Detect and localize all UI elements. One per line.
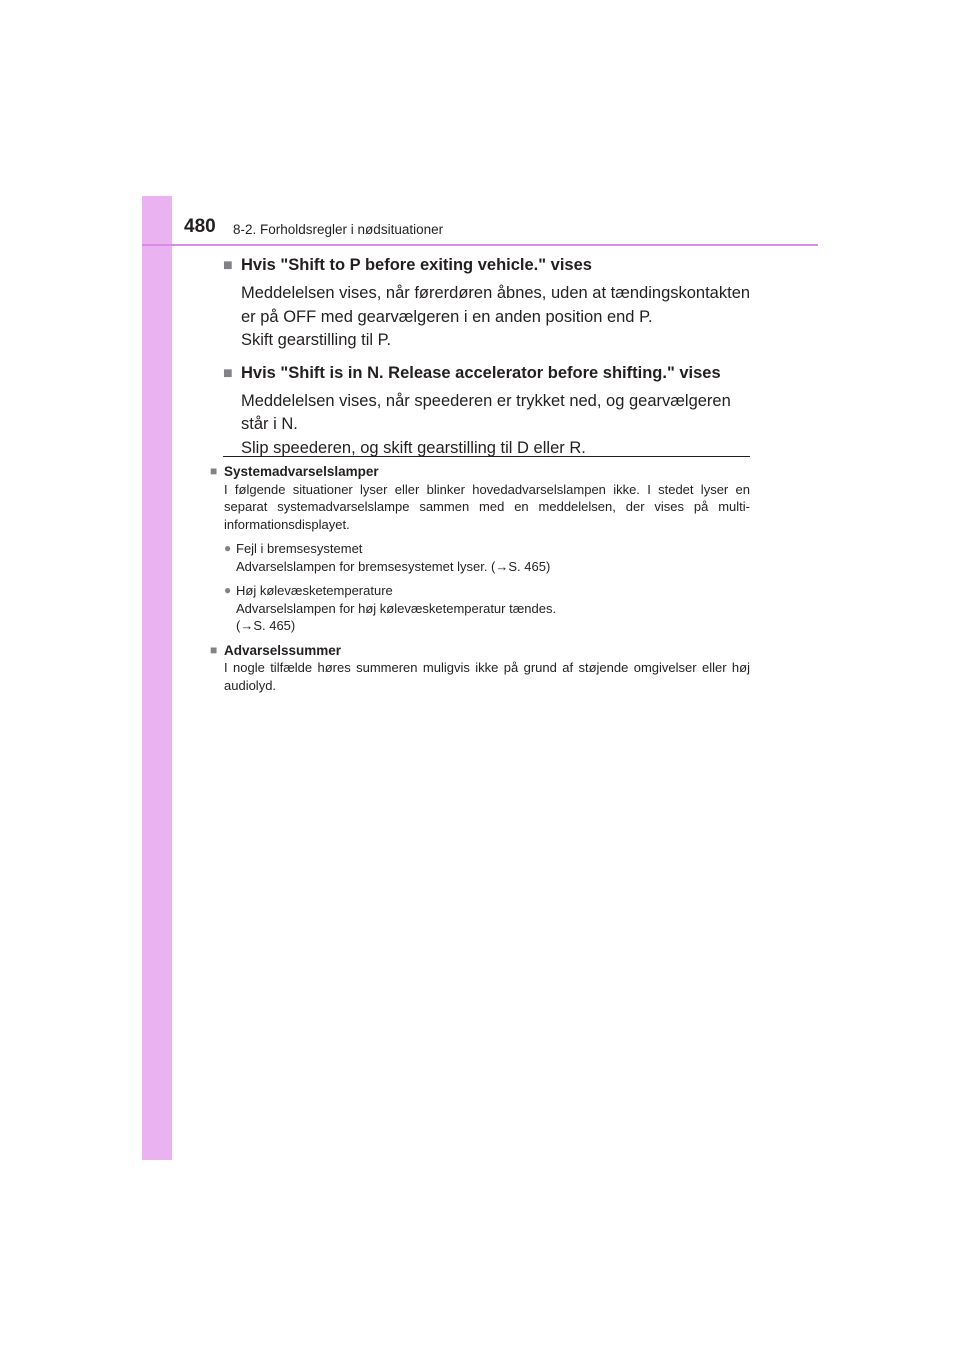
square-bullet-icon: ■ [210,642,218,657]
note-heading-text: Systemadvarselslamper [224,464,379,479]
section-heading [223,254,753,277]
main-content [223,254,753,460]
section-heading-text: Hvis "Shift is in N. Release accelerator before shifting." vises [241,363,721,382]
section-body [241,282,753,353]
section-heading [223,362,753,385]
body-line: Meddelelsen vises, når førerdøren åbnes, uden at tændingskontakten [241,284,751,302]
section-shift-in-n [223,362,753,461]
note-body: I følgende situationer lyser eller blinker hovedadvarselslampen ikke. I stedet lyser en separat systemadvarselslampe sammen med en meddelelsen, der vises på multi-informationsdisplayet. [224,481,750,532]
note-heading [210,642,750,660]
circle-bullet-icon: ● [224,583,232,597]
square-bullet-icon: ■ [223,364,233,382]
note-system-lamps [210,463,750,635]
section-divider [223,456,750,457]
list-item-text: Advarselslampen for bremsesystemet lyser. (→S. 465) [236,558,551,574]
note-buzzer [210,642,750,695]
list-item-title: Fejl i bremsesystemet [236,541,363,556]
section-body [241,390,753,461]
page-number: 480 [184,216,216,237]
body-line: står i N. [241,415,298,433]
square-bullet-icon: ■ [210,464,218,478]
body-line: Skift gearstilling til P. [241,331,392,349]
chapter-title: 8-2. Forholdsregler i nødsituationer [233,222,444,237]
list-item-title: Høj kølevæsketemperature [236,583,393,598]
circle-bullet-icon: ● [224,541,232,555]
note-heading [210,463,750,481]
list-item-text: (→S. 465) [236,618,296,633]
body-line: er på OFF med gearvælgeren i en anden position end P. [241,307,653,326]
notes-section [210,463,750,694]
note-body: I nogle tilfælde høres summeren muligvis ikke på grund af støjende omgivelser eller høj audiolyd. [224,660,750,693]
list-item-text: Advarselslampen for høj kølevæsketemperatur tændes. [236,600,557,616]
header-rule [142,244,818,246]
note-heading-text: Advarselssummer [224,642,342,658]
note-list-item [224,582,750,635]
body-line: Slip speederen, og skift gearstilling til D eller R. [241,438,586,457]
side-tab-band [142,196,172,1160]
note-list-item [224,540,750,575]
section-shift-to-p [223,254,753,353]
body-line: Meddelelsen vises, når speederen er trykket ned, og gearvælgeren [241,391,731,410]
square-bullet-icon: ■ [223,257,233,274]
section-heading-text: Hvis "Shift to P before exiting vehicle." vises [241,256,592,274]
